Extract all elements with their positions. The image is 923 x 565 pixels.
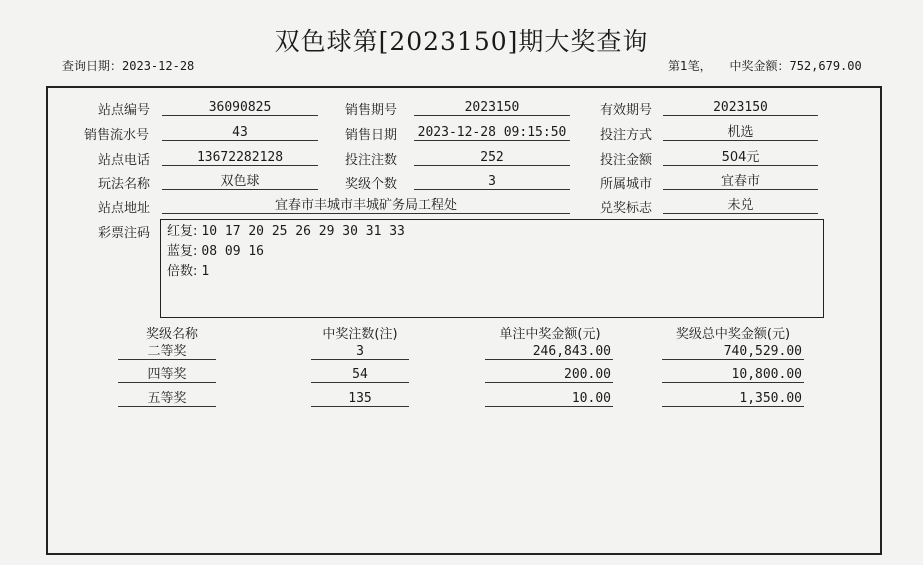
prize-total-value: 752,679.00	[789, 59, 862, 73]
prize-row-2-name: 四等奖	[118, 366, 216, 383]
ticket-label: 彩票注码	[98, 226, 151, 241]
blue-numbers: 08 09 16	[201, 244, 265, 259]
query-date-label: 查询日期：	[62, 59, 123, 73]
multiple-value: 1	[201, 264, 210, 279]
bet-count-value: 252	[414, 149, 570, 166]
red-numbers: 10 17 20 25 26 29 30 31 33	[201, 224, 405, 239]
sale-date-value: 2023-12-28 09:15:50	[414, 124, 570, 141]
game-label: 玩法名称	[98, 177, 151, 192]
ticket-numbers-box	[160, 219, 824, 318]
blue-numbers-row	[167, 242, 817, 262]
serial-label: 销售流水号	[84, 128, 150, 143]
address-value: 宜春市丰城市丰城矿务局工程处	[162, 197, 570, 214]
page-title: 双色球第[2023150]期大奖查询	[274, 27, 649, 56]
valid-period-value: 2023150	[663, 99, 818, 116]
multiple-row	[167, 262, 817, 282]
prize-row-2-total: 10,800.00	[662, 366, 804, 383]
prize-row-1-count: 3	[311, 343, 409, 360]
prize-row-3-name: 五等奖	[118, 390, 216, 407]
serial-value: 43	[162, 124, 318, 141]
prize-row-2-count: 54	[311, 366, 409, 383]
sale-period-label: 销售期号	[345, 103, 398, 118]
prize-header-name: 奖级名称	[145, 327, 198, 342]
prize-row-1-unit: 246,843.00	[485, 343, 613, 360]
sale-period-value: 2023150	[414, 99, 570, 116]
query-date	[62, 57, 194, 74]
redeem-label: 兑奖标志	[600, 201, 653, 216]
prize-row-3-count: 135	[311, 390, 409, 407]
prize-header-count: 中奖注数(注)	[322, 327, 398, 342]
prize-row-3-unit: 10.00	[485, 390, 613, 407]
prize-row-1-total: 740,529.00	[662, 343, 804, 360]
multiple-label: 倍数:	[167, 264, 198, 279]
blue-label: 蓝复:	[167, 244, 198, 259]
prize-row-1-name: 二等奖	[118, 343, 216, 360]
phone-value: 13672282128	[162, 149, 318, 166]
valid-period-label: 有效期号	[600, 103, 653, 118]
station-no-value: 36090825	[162, 99, 318, 116]
red-label: 红复:	[167, 224, 198, 239]
city-value: 宜春市	[663, 173, 818, 190]
prize-row-3-total: 1,350.00	[662, 390, 804, 407]
bet-count-label: 投注注数	[345, 153, 398, 168]
redeem-value: 未兑	[663, 197, 818, 214]
prize-levels-label: 奖级个数	[345, 177, 398, 192]
station-no-label: 站点编号	[98, 103, 151, 118]
red-numbers-row	[167, 222, 817, 242]
sale-date-label: 销售日期	[345, 128, 398, 143]
prize-levels-value: 3	[414, 173, 570, 190]
bet-amount-label: 投注金额	[600, 153, 653, 168]
record-label: 第1笔，	[668, 59, 712, 73]
bet-method-label: 投注方式	[600, 128, 653, 143]
address-label: 站点地址	[98, 201, 151, 216]
prize-header-unit: 单注中奖金额(元)	[499, 327, 601, 342]
prize-header-total: 奖级总中奖金额(元)	[675, 327, 791, 342]
prize-summary	[668, 57, 862, 74]
prize-total-label: 中奖金额：	[729, 59, 790, 73]
city-label: 所属城市	[600, 177, 653, 192]
bet-amount-value: 504元	[663, 149, 818, 166]
bet-method-value: 机选	[663, 124, 818, 141]
game-value: 双色球	[162, 173, 318, 190]
phone-label: 站点电话	[98, 153, 151, 168]
query-date-value: 2023-12-28	[122, 59, 195, 73]
prize-row-2-unit: 200.00	[485, 366, 613, 383]
